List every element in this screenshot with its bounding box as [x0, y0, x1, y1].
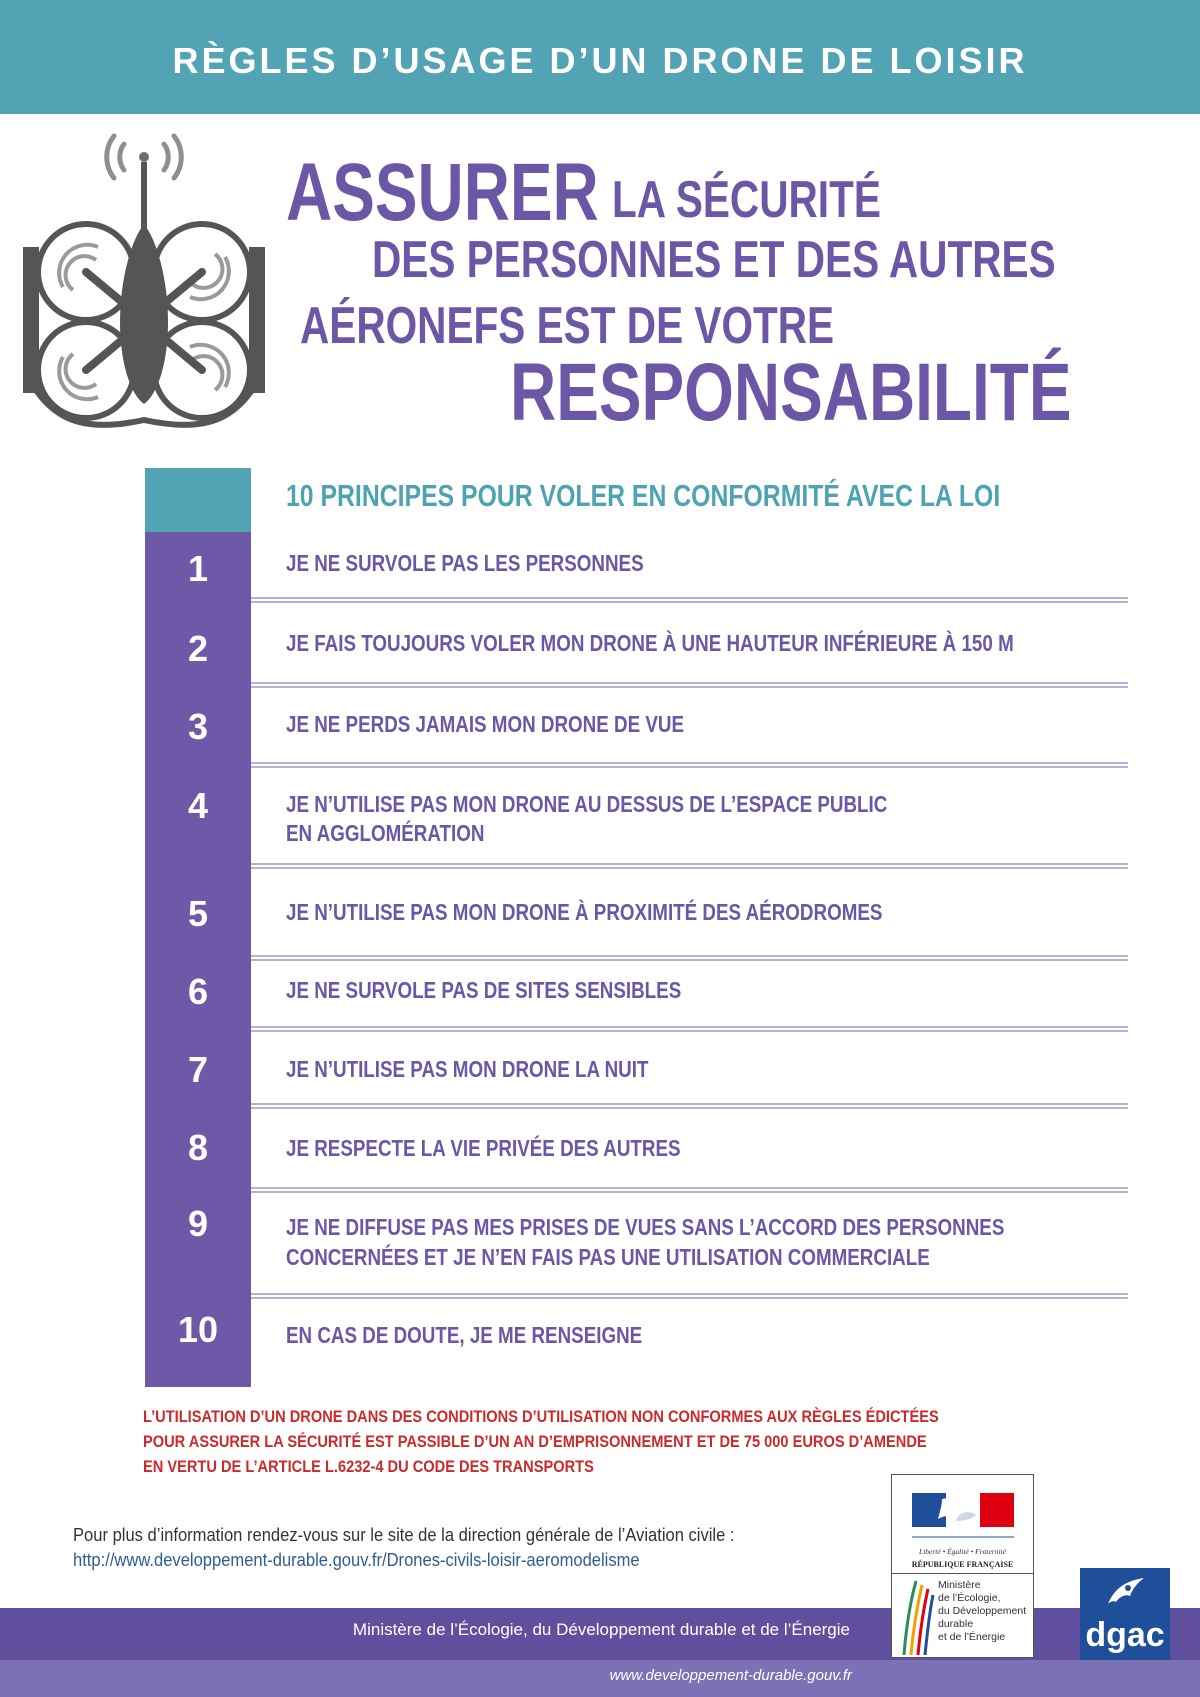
ministry-line-5: et de l’Énergie: [938, 1631, 1006, 1643]
headline-securite: LA SÉCURITÉ: [612, 171, 881, 229]
ministry-line-3: du Développement: [938, 1605, 1027, 1617]
rf-motto: Liberté • Égalité • Fraternité: [919, 1547, 1006, 1556]
principle-number-2: 2: [187, 628, 209, 669]
row-divider: [251, 1026, 1128, 1032]
footer-ministry: Ministère de l’Écologie, du Développement durable et de l’Énergie: [352, 1620, 850, 1639]
principle-text-9-line2: CONCERNÉES ET JE N’EN FAIS PAS UNE UTILISATION COMMERCIALE: [286, 1244, 930, 1270]
ministry-stripes-icon: [900, 1579, 936, 1655]
row-divider: [251, 597, 1128, 603]
principle-text-7: JE N’UTILISE PAS MON DRONE LA NUIT: [286, 1056, 649, 1082]
principle-text-4-line2: EN AGGLOMÉRATION: [286, 820, 485, 846]
info-link[interactable]: http://www.developpement-durable.gouv.fr/Drones-civils-loisir-aeromodelisme: [73, 1550, 640, 1570]
ministry-line-2: de l’Écologie,: [938, 1592, 1001, 1604]
principle-text-6: JE NE SURVOLE PAS DE SITES SENSIBLES: [286, 977, 682, 1003]
row-divider: [251, 955, 1128, 961]
row-divider: [251, 1187, 1128, 1193]
row-divider: [251, 1103, 1128, 1109]
principle-number-7: 7: [187, 1049, 209, 1090]
principle-text-9: JE NE DIFFUSE PAS MES PRISES DE VUES SANS L’ACCORD DES PERSONNES: [286, 1214, 1005, 1240]
principles-header-cell: [145, 468, 251, 532]
headline-personnes: DES PERSONNES ET DES AUTRES: [372, 231, 1056, 289]
logo-divider: [892, 1573, 1033, 1574]
ministry-line-1: Ministère: [938, 1579, 981, 1591]
headline-assurer: ASSURER: [286, 147, 599, 238]
row-divider: [251, 1293, 1128, 1299]
marianne-icon: [912, 1493, 1014, 1543]
principle-text-10: EN CAS DE DOUTE, JE ME RENSEIGNE: [286, 1322, 643, 1348]
principle-text-4: JE N’UTILISE PAS MON DRONE AU DESSUS DE L’ESPACE PUBLIC: [286, 791, 888, 817]
government-logo: [891, 1474, 1034, 1658]
footer-url[interactable]: www.developpement-durable.gouv.fr: [609, 1667, 852, 1684]
principle-text-5: JE N’UTILISE PAS MON DRONE À PROXIMITÉ DES AÉRODROMES: [286, 899, 883, 925]
headline-aeronefs: AÉRONEFS EST DE VOTRE: [300, 297, 835, 355]
ministry-line-4: durable: [938, 1618, 974, 1630]
rf-name: RÉPUBLIQUE FRANÇAISE: [911, 1560, 1014, 1569]
principle-text-1: JE NE SURVOLE PAS LES PERSONNES: [286, 550, 644, 576]
principle-number-6: 6: [187, 971, 209, 1012]
ministry-logo-text: [938, 1579, 1034, 1644]
warning-line-1: L’UTILISATION D’UN DRONE DANS DES CONDITIONS D’UTILISATION NON CONFORMES AUX RÈGLES ÉDICTÉES: [143, 1407, 939, 1426]
principle-text-2: JE FAIS TOUJOURS VOLER MON DRONE À UNE HAUTEUR INFÉRIEURE À 150 M: [286, 630, 1014, 656]
warning-line-3: EN VERTU DE L’ARTICLE L.6232-4 DU CODE DES TRANSPORTS: [143, 1457, 594, 1476]
dgac-label: dgac: [1085, 1616, 1165, 1654]
principle-number-5: 5: [187, 893, 209, 934]
row-divider: [251, 682, 1128, 688]
warning-line-2: POUR ASSURER LA SÉCURITÉ EST PASSIBLE D’UN AN D’EMPRISONNEMENT ET DE 75 000 EUROS D’AMENDE: [143, 1432, 927, 1451]
principle-number-8: 8: [187, 1127, 209, 1168]
headline-responsabilite: RESPONSABILITÉ: [510, 347, 1072, 438]
legal-warning: [143, 1404, 939, 1479]
banner-title: RÈGLES D’USAGE D’UN DRONE DE LOISIR: [172, 40, 1028, 81]
principle-number-4: 4: [187, 785, 209, 826]
principle-text-8: JE RESPECTE LA VIE PRIVÉE DES AUTRES: [286, 1135, 681, 1161]
principle-number-3: 3: [187, 706, 209, 747]
dgac-logo: [1080, 1568, 1170, 1660]
principle-number-1: 1: [187, 548, 209, 589]
info-text: Pour plus d’information rendez-vous sur le site de la direction générale de l’Aviation civile :: [73, 1525, 735, 1545]
info-block: [73, 1523, 735, 1573]
drone-icon: [18, 132, 268, 442]
row-divider: [251, 863, 1128, 869]
principle-text-3: JE NE PERDS JAMAIS MON DRONE DE VUE: [286, 711, 685, 737]
principle-number-9: 9: [187, 1203, 209, 1244]
header-banner: [0, 0, 1200, 114]
principle-number-10: 10: [177, 1309, 219, 1350]
principles-title: 10 PRINCIPES POUR VOLER EN CONFORMITÉ AVEC LA LOI: [286, 478, 1001, 513]
row-divider: [251, 762, 1128, 768]
bird-icon: [1106, 1574, 1146, 1612]
